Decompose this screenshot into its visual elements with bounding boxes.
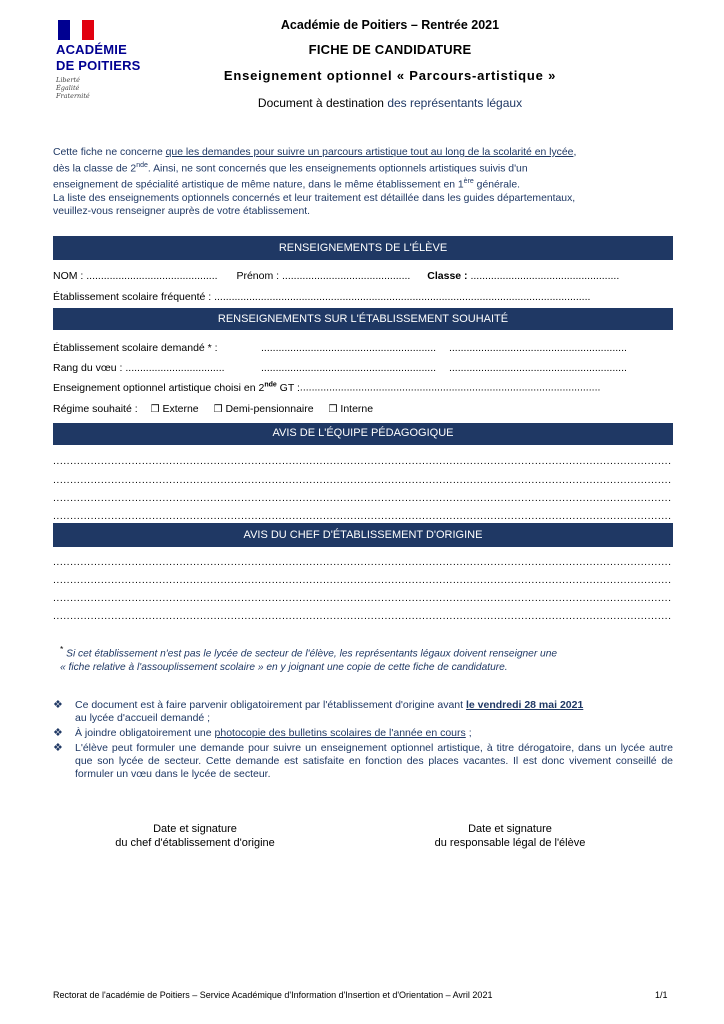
rang-label-text: Rang du vœu : bbox=[53, 362, 123, 374]
etab-demande-field-2[interactable]: ............................................................. bbox=[448, 342, 627, 354]
checkbox-icon[interactable]: ❒ bbox=[150, 404, 160, 415]
rang-label bbox=[53, 362, 261, 374]
signature-chef bbox=[90, 822, 300, 850]
instruction1-c: au lycée d'accueil demandé ; bbox=[75, 712, 211, 724]
etab-demande-row bbox=[53, 342, 673, 354]
classe-field[interactable]: ................................................... bbox=[470, 270, 620, 282]
etab-frequente-label: Établissement scolaire fréquenté : bbox=[53, 291, 215, 303]
instruction-item bbox=[53, 742, 673, 781]
motto-egalite: Égalité bbox=[56, 84, 80, 92]
etab-frequente-field[interactable]: ................................................................................................................................. bbox=[214, 291, 591, 303]
signature-chef-line2: du chef d'établissement d'origine bbox=[115, 837, 275, 849]
eleve-identity-row bbox=[53, 270, 673, 282]
checkbox-icon[interactable]: ❒ bbox=[328, 404, 338, 415]
regime-interne-label: Interne bbox=[340, 403, 374, 415]
intro-l2b: . Ainsi, ne sont concernés que les enseignements optionnels artistiques suivis d'un bbox=[147, 163, 528, 175]
logo-name-line1: ACADÉMIE bbox=[56, 42, 127, 57]
intro-line3 bbox=[53, 175, 673, 191]
footnote-line1-text: Si cet établissement n'est pas le lycée de secteur de l'élève, les représentants légaux doivent renseigner une bbox=[63, 648, 558, 660]
rang-field-3[interactable]: ............................................................. bbox=[448, 362, 627, 374]
rang-field[interactable]: .................................. bbox=[125, 362, 225, 374]
footnote-line1 bbox=[60, 642, 674, 661]
logo-name-line2: DE POITIERS bbox=[56, 58, 141, 73]
instruction2-c: ; bbox=[465, 727, 472, 739]
avis-equipe-line[interactable]: ..................................................................................................................................................................................... bbox=[53, 510, 672, 522]
option-label-a: Enseignement optionnel artistique choisi en 2 bbox=[53, 381, 265, 394]
audience-b: des représentants légaux bbox=[387, 96, 523, 110]
footnote bbox=[60, 642, 674, 675]
section-avis-chef-header: AVIS DU CHEF D'ÉTABLISSEMENT D'ORIGINE bbox=[53, 523, 673, 547]
page-subtitle: Enseignement optionnel « Parcours-artistique » bbox=[223, 68, 557, 83]
section-avis-equipe-header: AVIS DE L'ÉQUIPE PÉDAGOGIQUE bbox=[53, 423, 673, 445]
intro-l3a: enseignement de spécialité artistique de même nature, dans le même établissement en 1 bbox=[53, 179, 464, 191]
intro-l1c: , bbox=[573, 147, 577, 158]
rang-row bbox=[53, 362, 673, 374]
academie-logo bbox=[56, 20, 156, 100]
avis-chef-line[interactable]: ..................................................................................................................................................................................... bbox=[53, 574, 672, 586]
intro-line4: La liste des enseignements optionnels concernés et leur traitement est détaillée dans les guides départementaux, bbox=[53, 192, 576, 204]
signature-parent-line1: Date et signature bbox=[468, 823, 552, 835]
avis-chef-line[interactable]: ..................................................................................................................................................................................... bbox=[53, 610, 672, 622]
etab-demande-field-1[interactable]: ............................................................ bbox=[261, 342, 437, 354]
intro-line2 bbox=[53, 159, 673, 175]
section-etab-header: RENSEIGNEMENTS SUR L'ÉTABLISSEMENT SOUHAITÉ bbox=[53, 308, 673, 330]
nom-label: NOM : bbox=[53, 270, 87, 282]
regime-row bbox=[53, 403, 673, 415]
audience-line bbox=[130, 96, 650, 110]
diamond-bullet-icon: ❖ bbox=[53, 727, 63, 739]
footnote-star: * bbox=[60, 644, 64, 654]
audience-a: Document à destination bbox=[257, 96, 388, 110]
diamond-bullet-icon: ❖ bbox=[53, 699, 63, 711]
instruction1-deadline: le vendredi 28 mai 2021 bbox=[465, 699, 584, 711]
intro-paragraph bbox=[53, 146, 673, 218]
etab-demande-label: Établissement scolaire demandé * : bbox=[53, 342, 218, 354]
section-eleve-header: RENSEIGNEMENTS DE L'ÉLÈVE bbox=[53, 236, 673, 260]
regime-externe-label: Externe bbox=[162, 403, 199, 415]
option-row bbox=[53, 381, 673, 394]
prenom-label: Prénom : bbox=[236, 270, 282, 282]
option-label-sup: nde bbox=[264, 381, 277, 388]
intro-l3b: générale. bbox=[473, 179, 521, 191]
intro-l2sup: nde bbox=[136, 162, 148, 169]
header-line1: Académie de Poitiers – Rentrée 2021 bbox=[280, 18, 500, 32]
signature-parent bbox=[410, 822, 610, 850]
regime-label: Régime souhaité : bbox=[53, 403, 138, 415]
instruction-item bbox=[53, 727, 673, 740]
intro-l2a: dès la classe de 2 bbox=[53, 163, 137, 175]
signature-parent-line2: du responsable légal de l'élève bbox=[434, 837, 586, 849]
option-label-b: GT : bbox=[276, 381, 300, 394]
option-field[interactable]: ....................................................................................................... bbox=[299, 381, 601, 394]
footer-text: Rectorat de l'académie de Poitiers – Service Académique d'Information d'Insertion et d'Orientation – Avril 2021 bbox=[53, 990, 493, 1000]
footnote-line2: « fiche relative à l'assouplissement scolaire » en y joignant une copie de cette fiche de candidature. bbox=[60, 662, 508, 674]
motto-fraternite: Fraternité bbox=[56, 92, 90, 100]
avis-equipe-line[interactable]: ..................................................................................................................................................................................... bbox=[53, 474, 672, 486]
avis-equipe-line[interactable]: ..................................................................................................................................................................................... bbox=[53, 492, 672, 504]
marianne-flag-icon bbox=[58, 20, 94, 40]
intro-line1 bbox=[53, 146, 673, 159]
motto-liberte: Liberté bbox=[56, 76, 80, 84]
prenom-field[interactable]: ............................................ bbox=[281, 270, 411, 282]
option-label bbox=[53, 382, 300, 394]
intro-l1b: que les demandes pour suivre un parcours artistique tout au long de la scolarité en lycée bbox=[165, 147, 574, 158]
rang-field-2[interactable]: ............................................................ bbox=[261, 362, 437, 374]
etab-frequente-row bbox=[53, 291, 673, 303]
instruction1-a: Ce document est à faire parvenir obligatoirement par l'établissement d'origine avant bbox=[75, 699, 466, 711]
intro-line5: veuillez-vous renseigner auprès de votre établissement. bbox=[53, 205, 311, 217]
avis-equipe-line[interactable]: ..................................................................................................................................................................................... bbox=[53, 455, 672, 467]
avis-chef-line[interactable]: ..................................................................................................................................................................................... bbox=[53, 556, 672, 568]
intro-l3sup: ère bbox=[463, 178, 474, 186]
page-number: 1/1 bbox=[655, 990, 668, 1000]
avis-chef-line[interactable]: ..................................................................................................................................................................................... bbox=[53, 592, 672, 604]
regime-demi-label: Demi-pensionnaire bbox=[225, 403, 314, 415]
page-title: FICHE DE CANDIDATURE bbox=[308, 42, 472, 57]
nom-field[interactable]: ............................................. bbox=[86, 270, 218, 282]
instruction-item bbox=[53, 699, 673, 725]
signature-chef-line1: Date et signature bbox=[153, 823, 237, 835]
diamond-bullet-icon: ❖ bbox=[53, 742, 63, 754]
checkbox-icon[interactable]: ❒ bbox=[213, 404, 223, 415]
instructions-list bbox=[53, 699, 673, 783]
classe-label: Classe : bbox=[427, 270, 471, 282]
intro-l1a: Cette fiche ne concerne bbox=[53, 147, 166, 158]
instruction3-text: L'élève peut formuler une demande pour suivre un enseignement optionnel artistique, à titre dérogatoire, dans un lycée autre que son lycée de secteur. Cette demande est satisfaite en fonction des places vacantes. Il est donc vivement conseillé de formuler un vœu dans le lycée de secteur. bbox=[75, 742, 673, 780]
instruction2-a: À joindre obligatoirement une bbox=[75, 727, 215, 739]
instruction2-b: photocopie des bulletins scolaires de l'année en cours bbox=[214, 727, 466, 739]
